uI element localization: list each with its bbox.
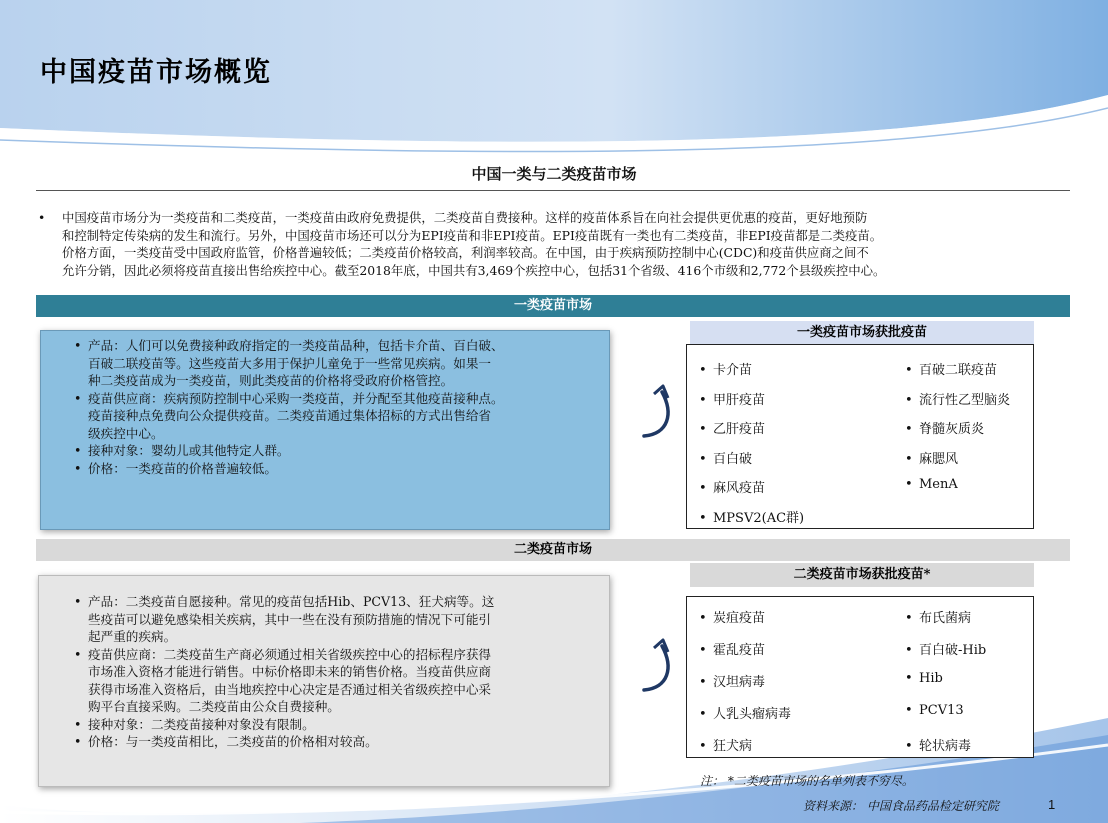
bullet-dot: • xyxy=(905,422,913,437)
intro-paragraph xyxy=(38,209,1070,279)
list-item-text: 获得市场准入资格后，由当地疾控中心决定是否通过相关省级疾控中心采 xyxy=(88,681,491,697)
intro-line: 中国疫苗市场分为一类疫苗和二类疫苗，一类疫苗由政府免费提供，二类疫苗自费接种。这样的疫苗体系旨在向社会提供更优惠的疫苗，更好地预防 xyxy=(62,210,868,225)
list-item-text: 疫苗接种点免费向公众提供疫苗。二类疫苗通过集体招标的方式出售给省 xyxy=(88,408,491,423)
bullet-dot: • xyxy=(905,451,913,467)
vaccine-name: 轮状病毒 xyxy=(919,739,972,754)
vaccine-name: 百白破-Hib xyxy=(919,643,987,658)
vaccine-name: 汉坦病毒 xyxy=(713,675,766,690)
list-item xyxy=(74,611,590,629)
vaccine-item xyxy=(699,639,765,658)
vaccine-item xyxy=(699,735,752,754)
bullet-dot: • xyxy=(699,675,707,690)
bullet-dot: • xyxy=(905,363,913,378)
vaccine-name: MPSV2(AC群) xyxy=(713,510,805,526)
vaccine-item xyxy=(699,671,765,690)
bullet-dot: • xyxy=(74,646,82,662)
intro-line: 允许分销，因此必须将疫苗直接出售给疾控中心。截至2018年底，中国共有3,469个疾控中心，包括31个省级、416个市级和2,772个县级疾控中心。 xyxy=(62,262,886,278)
vaccine-item xyxy=(699,448,752,467)
list-item-text: 百破二联疫苗等。这些疫苗大多用于保护儿童免于一些常见疾病。如果一 xyxy=(88,355,491,371)
list-item-text: 价格：与一类疫苗相比，二类疫苗的价格相对较高。 xyxy=(88,734,378,749)
class2-section-bar: 二类疫苗市场 xyxy=(36,539,1070,561)
list-item xyxy=(74,460,590,478)
bullet-dot: • xyxy=(699,422,707,437)
bullet-dot: • xyxy=(905,739,913,754)
list-item-text: 接种对象：二类疫苗接种对象没有限制。 xyxy=(88,716,315,732)
class2-vaccines-header: 二类疫苗市场获批疫苗* xyxy=(690,563,1034,587)
bullet-dot: • xyxy=(74,734,82,749)
list-item xyxy=(74,663,590,681)
page-title: 中国疫苗市场概览 xyxy=(40,57,272,88)
list-item-text: 级疾控中心。 xyxy=(88,425,164,441)
vaccine-name: 霍乱疫苗 xyxy=(713,643,766,658)
list-item-text: 价格：一类疫苗的价格普遍较低。 xyxy=(88,460,277,476)
list-item xyxy=(74,425,590,443)
vaccine-name: 麻风疫苗 xyxy=(713,481,766,496)
vaccine-name: 流行性乙型脑炎 xyxy=(919,392,1011,408)
source-citation: 资料来源： 中国食品药品检定研究院 xyxy=(803,799,999,813)
bullet-dot: • xyxy=(699,643,707,658)
vaccine-name: 百破二联疫苗 xyxy=(919,363,998,378)
curved-arrow-icon xyxy=(638,638,678,696)
list-item xyxy=(74,646,590,664)
class1-vaccines-box xyxy=(686,344,1034,529)
vaccine-item xyxy=(905,359,997,378)
list-item xyxy=(74,716,590,734)
vaccine-name: 脊髓灰质炎 xyxy=(919,422,985,437)
vaccine-name: 卡介苗 xyxy=(713,363,753,378)
bullet-dot: • xyxy=(74,390,82,406)
vaccine-item xyxy=(699,703,791,722)
vaccine-item xyxy=(699,389,765,408)
vaccine-name: 人乳头瘤病毒 xyxy=(713,707,792,722)
bullet-dot: • xyxy=(699,392,707,408)
list-item xyxy=(74,593,590,611)
bullet-dot: • xyxy=(905,611,913,626)
list-item xyxy=(74,698,590,716)
vaccine-name: 甲肝疫苗 xyxy=(713,392,766,408)
section-title: 中国一类与二类疫苗市场 xyxy=(471,165,637,183)
vaccine-item xyxy=(905,607,971,626)
class1-description-list xyxy=(74,337,590,477)
curved-arrow-icon xyxy=(638,384,678,442)
vaccine-name: Hib xyxy=(919,671,943,686)
vaccine-item xyxy=(699,607,765,626)
list-item-text: 购平台直接采购。二类疫苗由公众自费接种。 xyxy=(88,699,340,714)
bullet-dot: • xyxy=(38,210,46,225)
bullet-dot: • xyxy=(699,363,707,378)
class1-section-bar: 一类疫苗市场 xyxy=(36,295,1070,317)
list-item-text: 疫苗供应商：疾病预防控制中心采购一类疫苗，并分配至其他疫苗接种点。 xyxy=(88,390,504,406)
list-item xyxy=(74,390,590,408)
vaccine-item xyxy=(905,448,958,467)
bullet-dot: • xyxy=(905,703,913,718)
list-item xyxy=(74,628,590,646)
vaccine-item xyxy=(699,507,804,526)
list-item-text: 些疫苗可以避免感染相关疾病，其中一些在没有预防措施的情况下可能引 xyxy=(88,611,491,627)
list-item-text: 疫苗供应商：二类疫苗生产商必须通过相关省级疾控中心的招标程序获得 xyxy=(88,646,491,662)
list-item xyxy=(74,733,590,751)
list-item-text: 接种对象：婴幼儿或其他特定人群。 xyxy=(88,443,290,458)
list-item xyxy=(74,681,590,699)
bullet-dot: • xyxy=(699,739,707,754)
bullet-dot: • xyxy=(74,460,82,476)
footnote: 注： *二类疫苗市场的名单列表不穷尽。 xyxy=(700,774,914,788)
bullet-dot: • xyxy=(905,392,913,408)
bullet-dot: • xyxy=(74,594,82,609)
vaccine-name: 炭疽疫苗 xyxy=(713,611,766,626)
bullet-dot: • xyxy=(699,481,707,496)
vaccine-name: PCV13 xyxy=(919,703,964,718)
bullet-dot: • xyxy=(905,643,913,658)
bullet-dot: • xyxy=(699,451,707,467)
bullet-dot: • xyxy=(905,671,913,686)
vaccine-item xyxy=(905,477,958,492)
vaccine-name: 狂犬病 xyxy=(713,739,753,754)
bullet-dot: • xyxy=(74,716,82,732)
vaccine-item xyxy=(699,477,765,496)
vaccine-item xyxy=(905,703,964,718)
bullet-dot: • xyxy=(699,611,707,626)
list-item xyxy=(74,337,590,355)
vaccine-item xyxy=(905,389,1010,408)
class2-vaccines-box xyxy=(686,596,1034,758)
vaccine-name: 百白破 xyxy=(713,451,753,467)
list-item-text: 产品：二类疫苗自愿接种。常见的疫苗包括Hib、PCV13、狂犬病等。这 xyxy=(88,594,495,609)
vaccine-name: 布氏菌病 xyxy=(919,611,972,626)
vaccine-name: MenA xyxy=(919,477,958,492)
page-number: 1 xyxy=(1048,797,1056,812)
vaccine-item xyxy=(905,735,971,754)
vaccine-item xyxy=(699,418,765,437)
vaccine-item xyxy=(905,418,984,437)
vaccine-item xyxy=(905,639,986,658)
class2-description-list xyxy=(74,593,590,751)
list-item-text: 种二类疫苗成为一类疫苗，则此类疫苗的价格将受政府价格管控。 xyxy=(88,373,454,388)
list-item-text: 起严重的疾病。 xyxy=(88,629,177,644)
intro-line: 和控制特定传染病的发生和流行。另外，中国疫苗市场还可以分为EPI疫苗和非EPI疫苗。EPI疫苗既有一类也有二类疫苗，非EPI疫苗都是二类疫苗。 xyxy=(62,227,883,243)
class1-vaccines-header: 一类疫苗市场获批疫苗 xyxy=(690,321,1034,345)
list-item xyxy=(74,407,590,425)
bullet-dot: • xyxy=(74,338,82,353)
vaccine-name: 乙肝疫苗 xyxy=(713,422,766,437)
vaccine-name: 麻腮风 xyxy=(919,451,959,467)
vaccine-item xyxy=(905,671,943,686)
intro-line: 价格方面，一类疫苗受中国政府监管，价格普遍较低；二类疫苗价格较高，利润率较高。在中国，由于疾病预防控制中心(CDC)和疫苗供应商之间不 xyxy=(62,245,869,260)
bullet-dot: • xyxy=(699,510,707,526)
list-item xyxy=(74,355,590,373)
list-item xyxy=(74,372,590,390)
vaccine-item xyxy=(699,359,752,378)
bullet-dot: • xyxy=(74,443,82,458)
list-item-text: 产品：人们可以免费接种政府指定的一类疫苗品种，包括卡介苗、百白破、 xyxy=(88,338,504,353)
section-divider xyxy=(36,190,1070,191)
bullet-dot: • xyxy=(905,477,913,492)
bullet-dot: • xyxy=(699,707,707,722)
list-item-text: 市场准入资格才能进行销售。中标价格即未来的销售价格。当疫苗供应商 xyxy=(88,664,491,679)
list-item xyxy=(74,442,590,460)
